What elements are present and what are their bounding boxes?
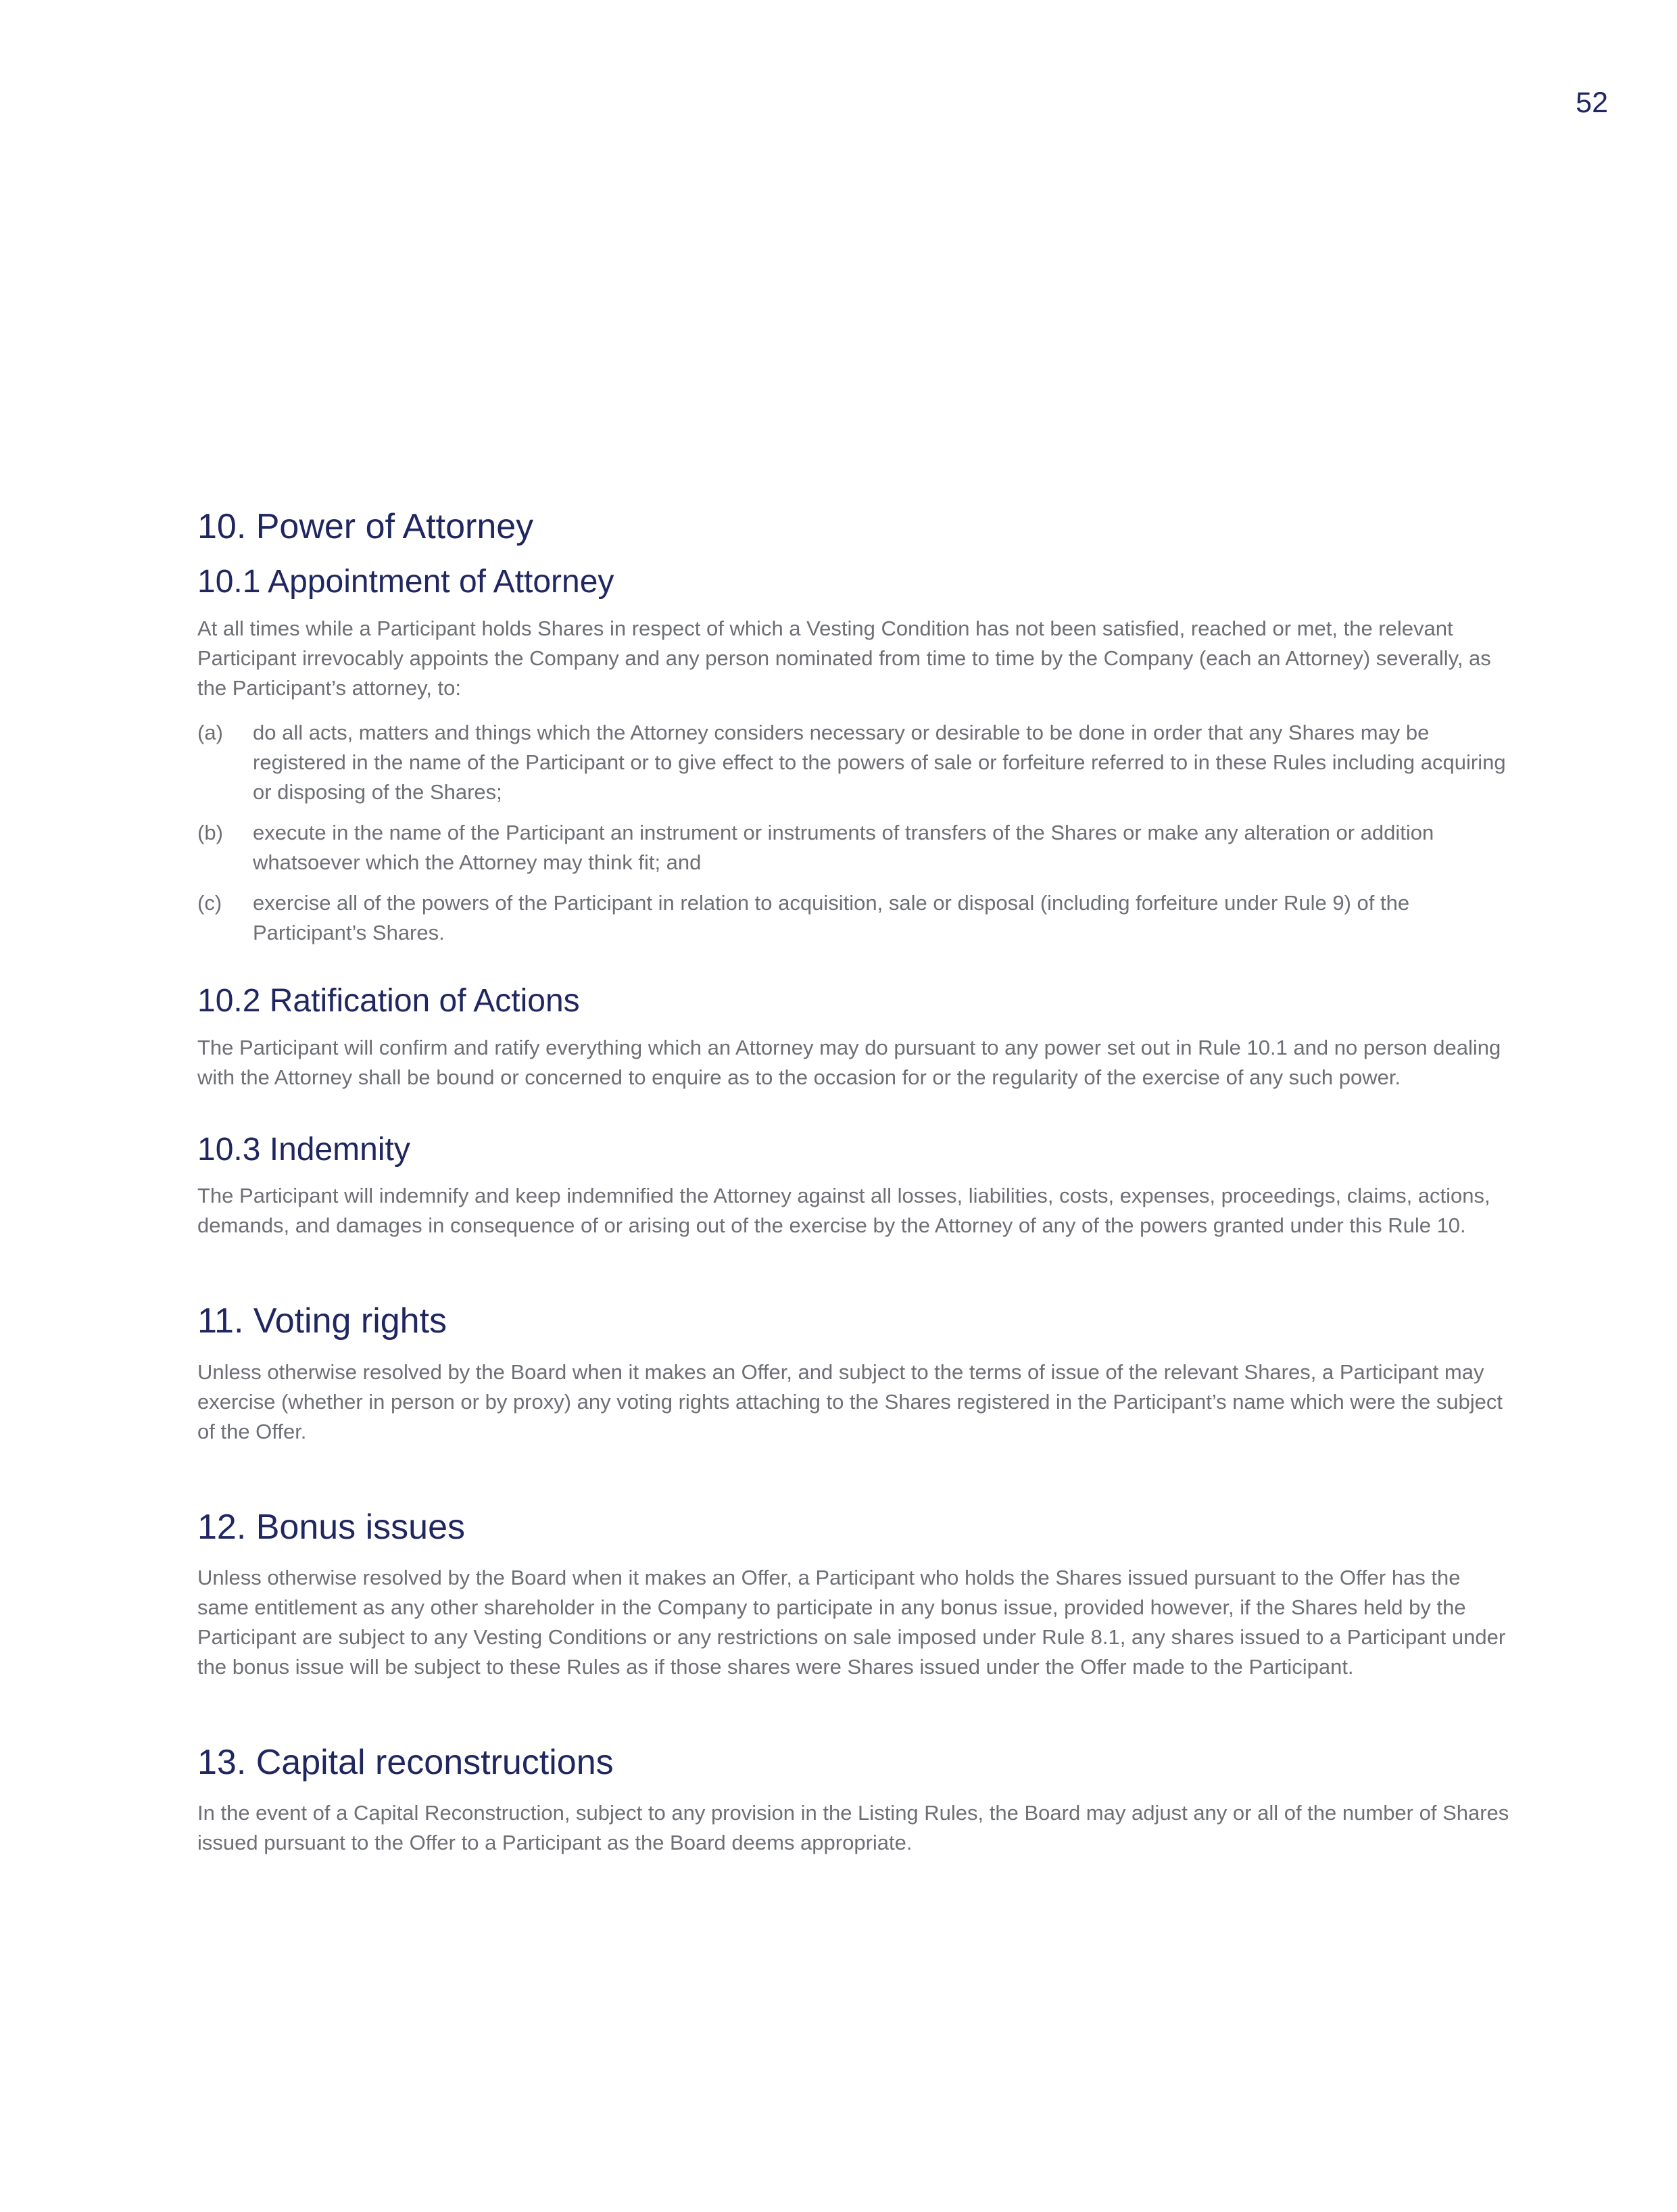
spacer xyxy=(197,1107,1512,1130)
section-10-2-heading: 10.2 Ratification of Actions xyxy=(197,982,580,1019)
section-10-1-intro: At all times while a Participant holds Shares in respect of which a Vesting Condition has not been satisfied, reached or met, the relevant Participant irrevocably appoints the Company and any person nominated from time to time by the Company (each an Attorney) severally, as the Participant’s attorney, to: xyxy=(197,616,1491,700)
section-10-1-clause-list xyxy=(197,718,1512,948)
clause-marker: (c) xyxy=(197,890,222,915)
section-13-heading: 13. Capital reconstructions xyxy=(197,1742,614,1782)
clause-marker: (b) xyxy=(197,820,223,844)
clause-text: execute in the name of the Participant an instrument or instruments of transfers of the Shares or make any alteration or addition whatsoever which the Attorney may think fit; and xyxy=(253,820,1434,874)
spacer xyxy=(197,1697,1512,1741)
clause-item-a xyxy=(197,718,1512,807)
section-12-text: Unless otherwise resolved by the Board when it makes an Offer, a Participant who holds the Shares issued pursuant to the Offer has the same entitlement as any other shareholder in the Company to participate in any bonus issue, provided however, if the Shares held by the Participant are subject to any Vesting Conditions or any restrictions on sale imposed under Rule 8.1, any shares issued to a Participant under the bonus issue will be subject to these Rules as if those shares were Shares issued under the Offer made to the Participant. xyxy=(197,1565,1506,1679)
spacer xyxy=(197,1462,1512,1506)
section-11-text: Unless otherwise resolved by the Board when it makes an Offer, and subject to the terms of issue of the relevant Shares, a Participant may exercise (whether in person or by proxy) any voting rights attaching to the Shares registered in the Participant’s name which were the subject of the Offer. xyxy=(197,1360,1503,1443)
clause-item-c xyxy=(197,888,1512,948)
spacer xyxy=(197,1255,1512,1300)
section-10-3-heading: 10.3 Indemnity xyxy=(197,1131,410,1168)
clause-text: exercise all of the powers of the Participant in relation to acquisition, sale or disposal (including forfeiture under Rule 9) of the Participant’s Shares. xyxy=(253,890,1410,944)
clause-text: do all acts, matters and things which the Attorney considers necessary or desirable to be done in order that any Shares may be registered in the name of the Participant or to give effect to the powers of sale or forfeiture referred to in these Rules including acquiring or disposing of the Shares; xyxy=(253,720,1506,804)
section-12-heading: 12. Bonus issues xyxy=(197,1507,466,1547)
clause-item-b xyxy=(197,818,1512,877)
spacer xyxy=(197,959,1512,982)
section-10-2-text: The Participant will confirm and ratify everything which an Attorney may do pursuant to any power set out in Rule 10.1 and no person dealing with the Attorney shall be bound or concerned to enquire as to the occasion for or the regularity of the exercise of any such power. xyxy=(197,1035,1501,1089)
section-10-1-heading: 10.1 Appointment of Attorney xyxy=(197,564,614,600)
section-11-heading: 11. Voting rights xyxy=(197,1301,447,1341)
section-10-heading: 10. Power of Attorney xyxy=(197,507,534,546)
page-number: 52 xyxy=(1576,87,1608,119)
section-10-3-text: The Participant will indemnify and keep indemnified the Attorney against all losses, liabilities, costs, expenses, proceedings, claims, actions, demands, and damages in consequence of or arising out of the exercise by the Attorney of any of the powers granted under this Rule 10. xyxy=(197,1184,1490,1238)
clause-marker: (a) xyxy=(197,720,223,744)
section-13-text: In the event of a Capital Reconstruction, subject to any provision in the Listing Rules, the Board may adjust any or all of the number of Shares issued pursuant to the Offer to a Participant as the Board deems appropriate. xyxy=(197,1801,1509,1855)
document-body xyxy=(197,506,1512,1873)
